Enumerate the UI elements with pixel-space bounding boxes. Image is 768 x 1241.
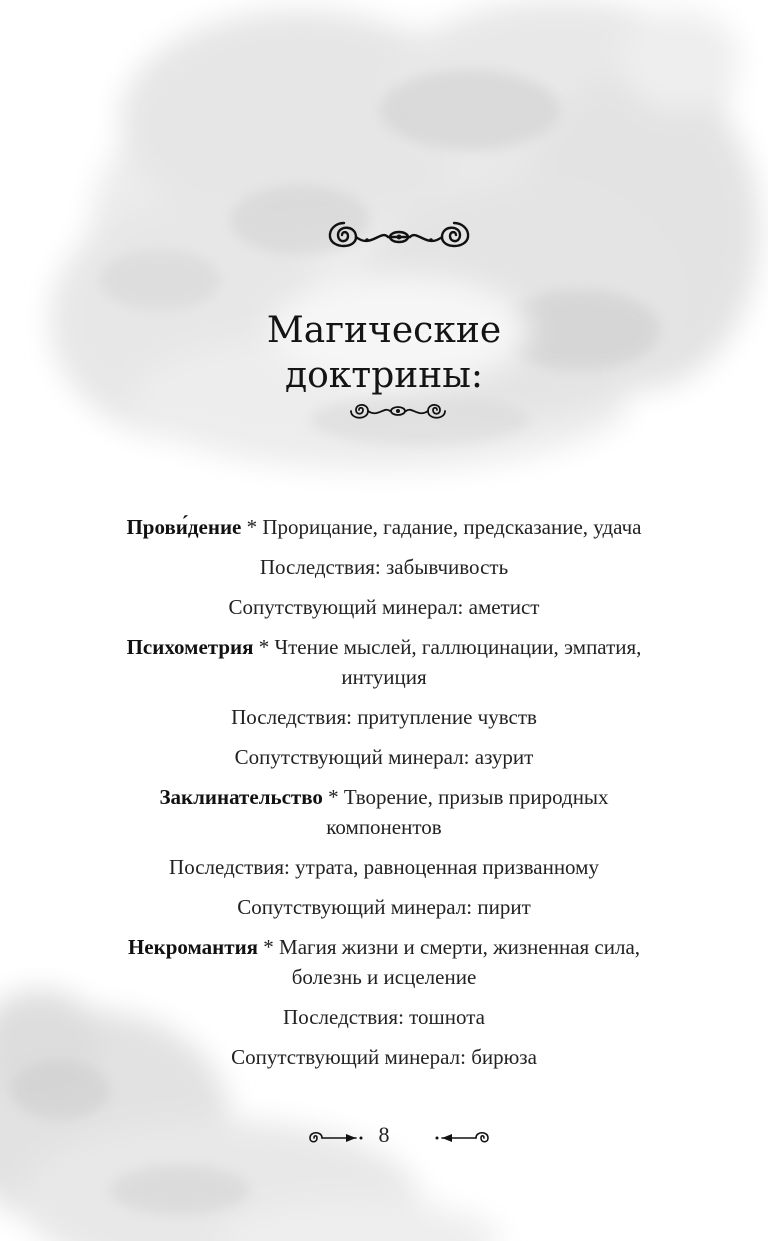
doctrine-mineral: Сопутствующий минерал: аметист: [228, 595, 540, 619]
doctrine-description: Чтение мыслей, галлюцинации, эмпатия, интуиция: [274, 635, 642, 689]
doctrine-name: Психометрия: [126, 635, 254, 659]
doctrine-consequence: Последствия: тошнота: [283, 1005, 485, 1029]
doctrine-mineral: Сопутствующий минерал: пирит: [237, 895, 531, 919]
doctrine-conjuration: [120, 782, 648, 922]
arrow-swirl-right-icon: [434, 1128, 492, 1148]
doctrine-separator: *: [246, 515, 258, 539]
doctrine-necromancy: [120, 932, 648, 1072]
doctrine-separator: *: [263, 935, 274, 959]
flourish-scroll-icon: [326, 219, 472, 255]
doctrine-separator: *: [258, 635, 270, 659]
flourish-scroll-small-icon: [348, 398, 448, 424]
doctrine-definition: [120, 512, 648, 542]
doctrine-definition: [120, 632, 648, 692]
doctrine-description: Магия жизни и смерти, жизненная сила, болезнь и исцеление: [279, 935, 641, 989]
doctrine-consequence: Последствия: утрата, равноценная призванному: [169, 855, 599, 879]
doctrine-name: Заклинательство: [159, 785, 323, 809]
doctrine-consequence: Последствия: притупление чувств: [231, 705, 537, 729]
title-line-1: Магические: [266, 310, 502, 352]
doctrine-consequence: Последствия: забывчивость: [259, 555, 509, 579]
doctrine-psychometry: [120, 632, 648, 772]
page-number: 8: [378, 1122, 390, 1147]
doctrines-list: [120, 512, 648, 1082]
doctrine-mineral: Сопутствующий минерал: бирюза: [231, 1045, 537, 1069]
doctrine-description: Прорицание, гадание, предсказание, удача: [262, 515, 642, 539]
doctrine-mineral: Сопутствующий минерал: азурит: [234, 745, 534, 769]
doctrine-description: Творение, призыв природных компонентов: [326, 785, 609, 839]
doctrine-definition: [120, 932, 648, 992]
doctrine-definition: [120, 782, 648, 842]
doctrine-name: Прови́дение: [126, 515, 242, 539]
title-line-2: доктрины:: [284, 355, 484, 397]
page-title: [0, 308, 768, 398]
doctrine-name: Некромантия: [127, 935, 259, 959]
doctrine-providence: [120, 512, 648, 622]
doctrine-separator: *: [328, 785, 339, 809]
